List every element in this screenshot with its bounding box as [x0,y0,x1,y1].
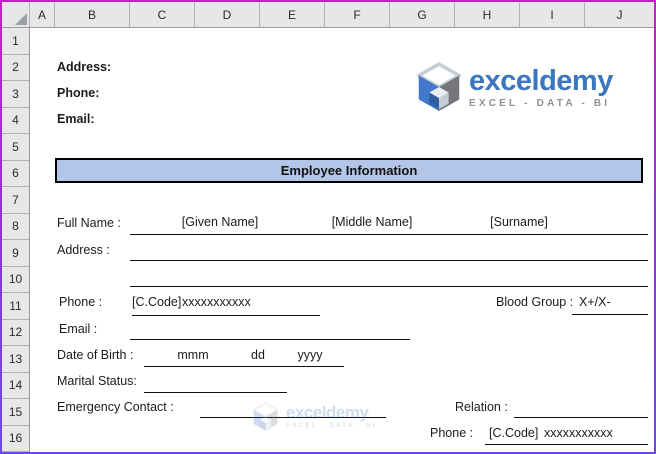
row-header-9[interactable]: 9 [2,240,29,267]
logo-tagline: EXCEL - DATA - BI [469,97,611,109]
address-underline-1[interactable] [130,260,648,261]
row-header-11[interactable]: 11 [2,293,29,320]
row-header-6[interactable]: 6 [2,161,29,188]
watermark-cube-icon [252,402,279,432]
phone-ccode-placeholder[interactable]: [C.Code] [132,295,182,309]
select-all-corner[interactable] [2,2,30,27]
column-header-e[interactable]: E [260,2,325,27]
letterhead-email-label: Email: [57,112,95,126]
exceldemy-logo [416,62,613,113]
row-header-1[interactable]: 1 [2,28,29,55]
middle-name-placeholder[interactable]: [Middle Name] [331,215,413,229]
emergency-phone-ccode-placeholder[interactable]: [C.Code] [489,426,539,440]
logo-cube-icon [416,62,462,113]
column-header-h[interactable]: H [455,2,520,27]
row-header-8[interactable]: 8 [2,214,29,241]
column-header-a[interactable]: A [30,2,55,27]
watermark-tagline: EXCEL - DATA - BI [286,422,377,430]
dob-month-placeholder[interactable]: mmm [177,348,209,362]
row-header-5[interactable]: 5 [2,134,29,161]
phone-underline[interactable] [132,315,320,316]
column-header-g[interactable]: G [390,2,455,27]
emergency-phone-number-placeholder[interactable]: xxxxxxxxxxx [544,426,613,440]
relation-label: Relation : [455,400,508,414]
letterhead-address-label: Address: [57,60,112,74]
column-header-c[interactable]: C [130,2,195,27]
phone-label: Phone : [59,295,103,309]
row-header-3[interactable]: 3 [2,81,29,108]
spreadsheet[interactable] [2,2,654,452]
dob-year-placeholder[interactable]: yyyy [297,348,323,362]
row-header-12[interactable]: 12 [2,320,29,347]
blood-group-label: Blood Group : [496,295,574,309]
address-underline-2[interactable] [130,286,648,287]
column-header-j[interactable]: J [616,7,623,22]
row-header-16[interactable]: 16 [2,426,29,453]
emergency-phone-label: Phone : [430,426,474,440]
given-name-placeholder[interactable]: [Given Name] [181,215,259,229]
blood-group-underline[interactable] [572,314,648,315]
email-underline[interactable] [130,339,410,340]
phone-number-placeholder[interactable]: xxxxxxxxxxx [182,295,251,309]
form-title-banner [55,158,643,183]
watermark-logo [252,402,376,432]
emergency-contact-label: Emergency Contact : [57,400,174,414]
row-header-14[interactable]: 14 [2,373,29,400]
column-header-i[interactable]: I [520,2,585,27]
row-header-7[interactable]: 7 [2,187,29,214]
marital-status-underline[interactable] [144,392,287,393]
dob-underline[interactable] [144,366,344,367]
row-header-13[interactable]: 13 [2,346,29,373]
row-header-4[interactable]: 4 [2,108,29,135]
emergency-phone-underline[interactable] [485,444,648,445]
email-label: Email : [59,322,98,336]
marital-status-label: Marital Status: [57,374,137,388]
column-header-f[interactable]: F [325,2,390,27]
full-name-underline[interactable] [130,234,648,235]
form-title: Employee Information [280,163,418,178]
column-header-row [2,2,654,28]
surname-placeholder[interactable]: [Surname] [490,215,548,229]
column-header-d[interactable]: D [195,2,260,27]
row-header-column [2,28,30,452]
relation-underline[interactable] [514,417,648,418]
row-header-15[interactable]: 15 [2,399,29,426]
row-header-2[interactable]: 2 [2,55,29,82]
column-header-b[interactable]: B [55,2,130,27]
dob-day-placeholder[interactable]: dd [251,348,265,362]
blood-group-placeholder[interactable]: X+/X- [579,295,611,309]
watermark-wordmark: exceldemy [286,403,369,423]
address-label: Address : [57,243,110,257]
letterhead-phone-label: Phone: [57,86,100,100]
logo-wordmark: exceldemy [469,64,613,97]
row-header-10[interactable]: 10 [2,267,29,294]
select-all-icon [15,13,27,25]
date-of-birth-label: Date of Birth : [57,348,134,362]
full-name-label: Full Name : [57,216,121,230]
